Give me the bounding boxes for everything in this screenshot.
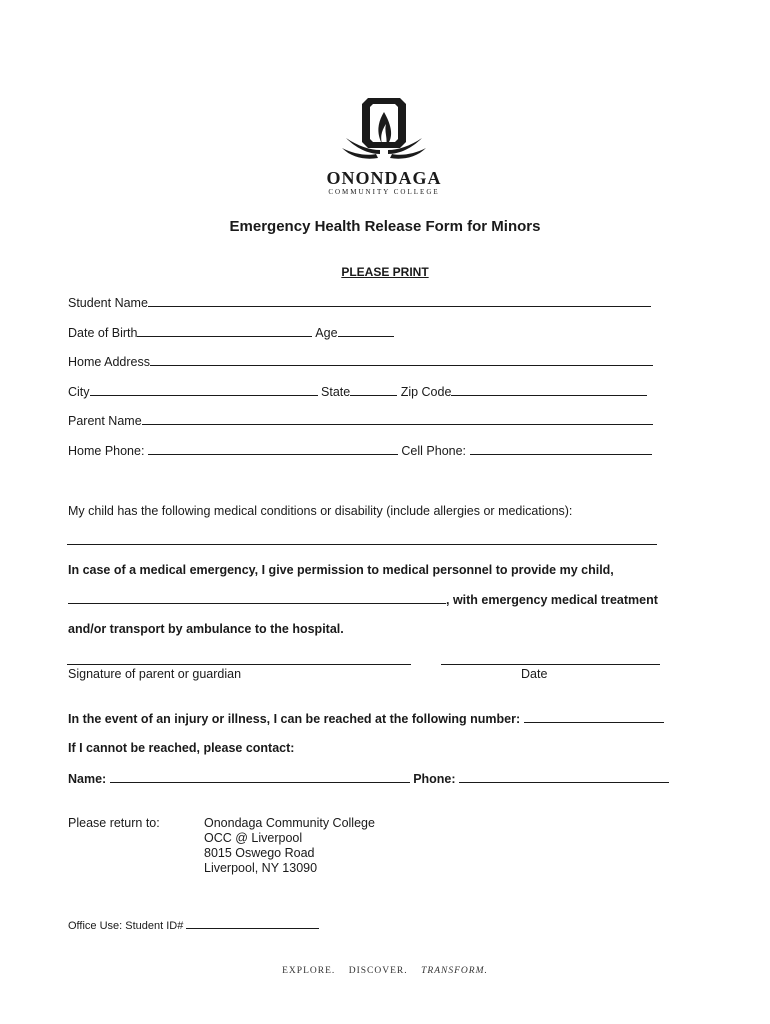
child-name-field[interactable] [68,592,446,604]
city-row [68,384,647,399]
return-address-line: Onondaga Community College [204,816,375,830]
logo-wordmark: ONONDAGA [326,168,442,188]
alt-contact-row [68,771,669,786]
return-address [204,816,375,876]
home-phone-label: Home Phone: [68,444,145,458]
dob-row [68,325,394,340]
home-phone-field[interactable] [148,443,398,455]
age-field[interactable] [338,325,394,337]
home-address-field[interactable] [150,354,653,366]
return-label: Please return to: [68,816,160,830]
state-label: State [321,385,351,399]
student-name-row [68,295,651,310]
zip-field[interactable] [451,384,647,396]
phone-row [68,443,652,458]
office-use-row [68,918,319,932]
city-field[interactable] [90,384,318,396]
student-id-field[interactable] [186,918,319,929]
medical-conditions-field[interactable] [67,533,657,545]
zip-label: Zip Code [400,385,452,399]
reach-number-label: In the event of an injury or illness, I can be reached at the following number: [68,712,521,726]
office-use-label: Office Use: Student ID# [68,920,184,932]
permission-text-2: , with emergency medical treatment [446,593,658,607]
footer-tagline [0,966,770,976]
state-field[interactable] [350,384,397,396]
medical-prompt: My child has the following medical conditions or disability (include allergies or medications): [68,504,573,518]
parent-name-row [68,413,653,428]
alt-phone-field[interactable] [459,771,669,783]
date-label: Date [521,667,548,681]
phone-label: Phone: [413,772,456,786]
footer-discover: DISCOVER. [348,966,408,976]
page-title: Emergency Health Release Form for Minors [229,218,541,235]
permission-text-3: and/or transport by ambulance to the hospital. [68,622,344,636]
home-address-label: Home Address [68,355,150,369]
alt-name-field[interactable] [110,771,410,783]
signature-field[interactable] [67,653,411,665]
student-name-field[interactable] [148,295,651,307]
student-name-label: Student Name [68,296,148,310]
permission-text-1: In case of a medical emergency, I give permission to medical personnel to provide my child, [68,563,614,577]
reach-number-field[interactable] [524,711,664,723]
permission-row-2 [68,592,658,607]
return-address-line: OCC @ Liverpool [204,831,303,845]
footer-explore: EXPLORE. [282,966,336,976]
age-label: Age [315,326,338,340]
cell-phone-label: Cell Phone: [401,444,467,458]
logo-subtitle: COMMUNITY COLLEGE [328,188,440,196]
return-address-line: Liverpool, NY 13090 [204,861,318,875]
footer-transform: TRANSFORM. [421,966,488,976]
college-logo [318,92,450,202]
signature-label: Signature of parent or guardian [68,667,242,681]
cell-phone-field[interactable] [470,443,652,455]
dob-field[interactable] [137,325,312,337]
parent-name-label: Parent Name [68,414,142,428]
please-print-label: PLEASE PRINT [341,265,429,279]
date-field[interactable] [441,653,660,665]
return-address-line: 8015 Oswego Road [204,846,315,860]
alt-contact-label: If I cannot be reached, please contact: [68,741,295,755]
dob-label: Date of Birth [68,326,138,340]
reach-number-row [68,711,664,726]
city-label: City [68,385,90,399]
home-address-row [68,354,653,369]
name-label: Name: [68,772,107,786]
parent-name-field[interactable] [142,413,653,425]
